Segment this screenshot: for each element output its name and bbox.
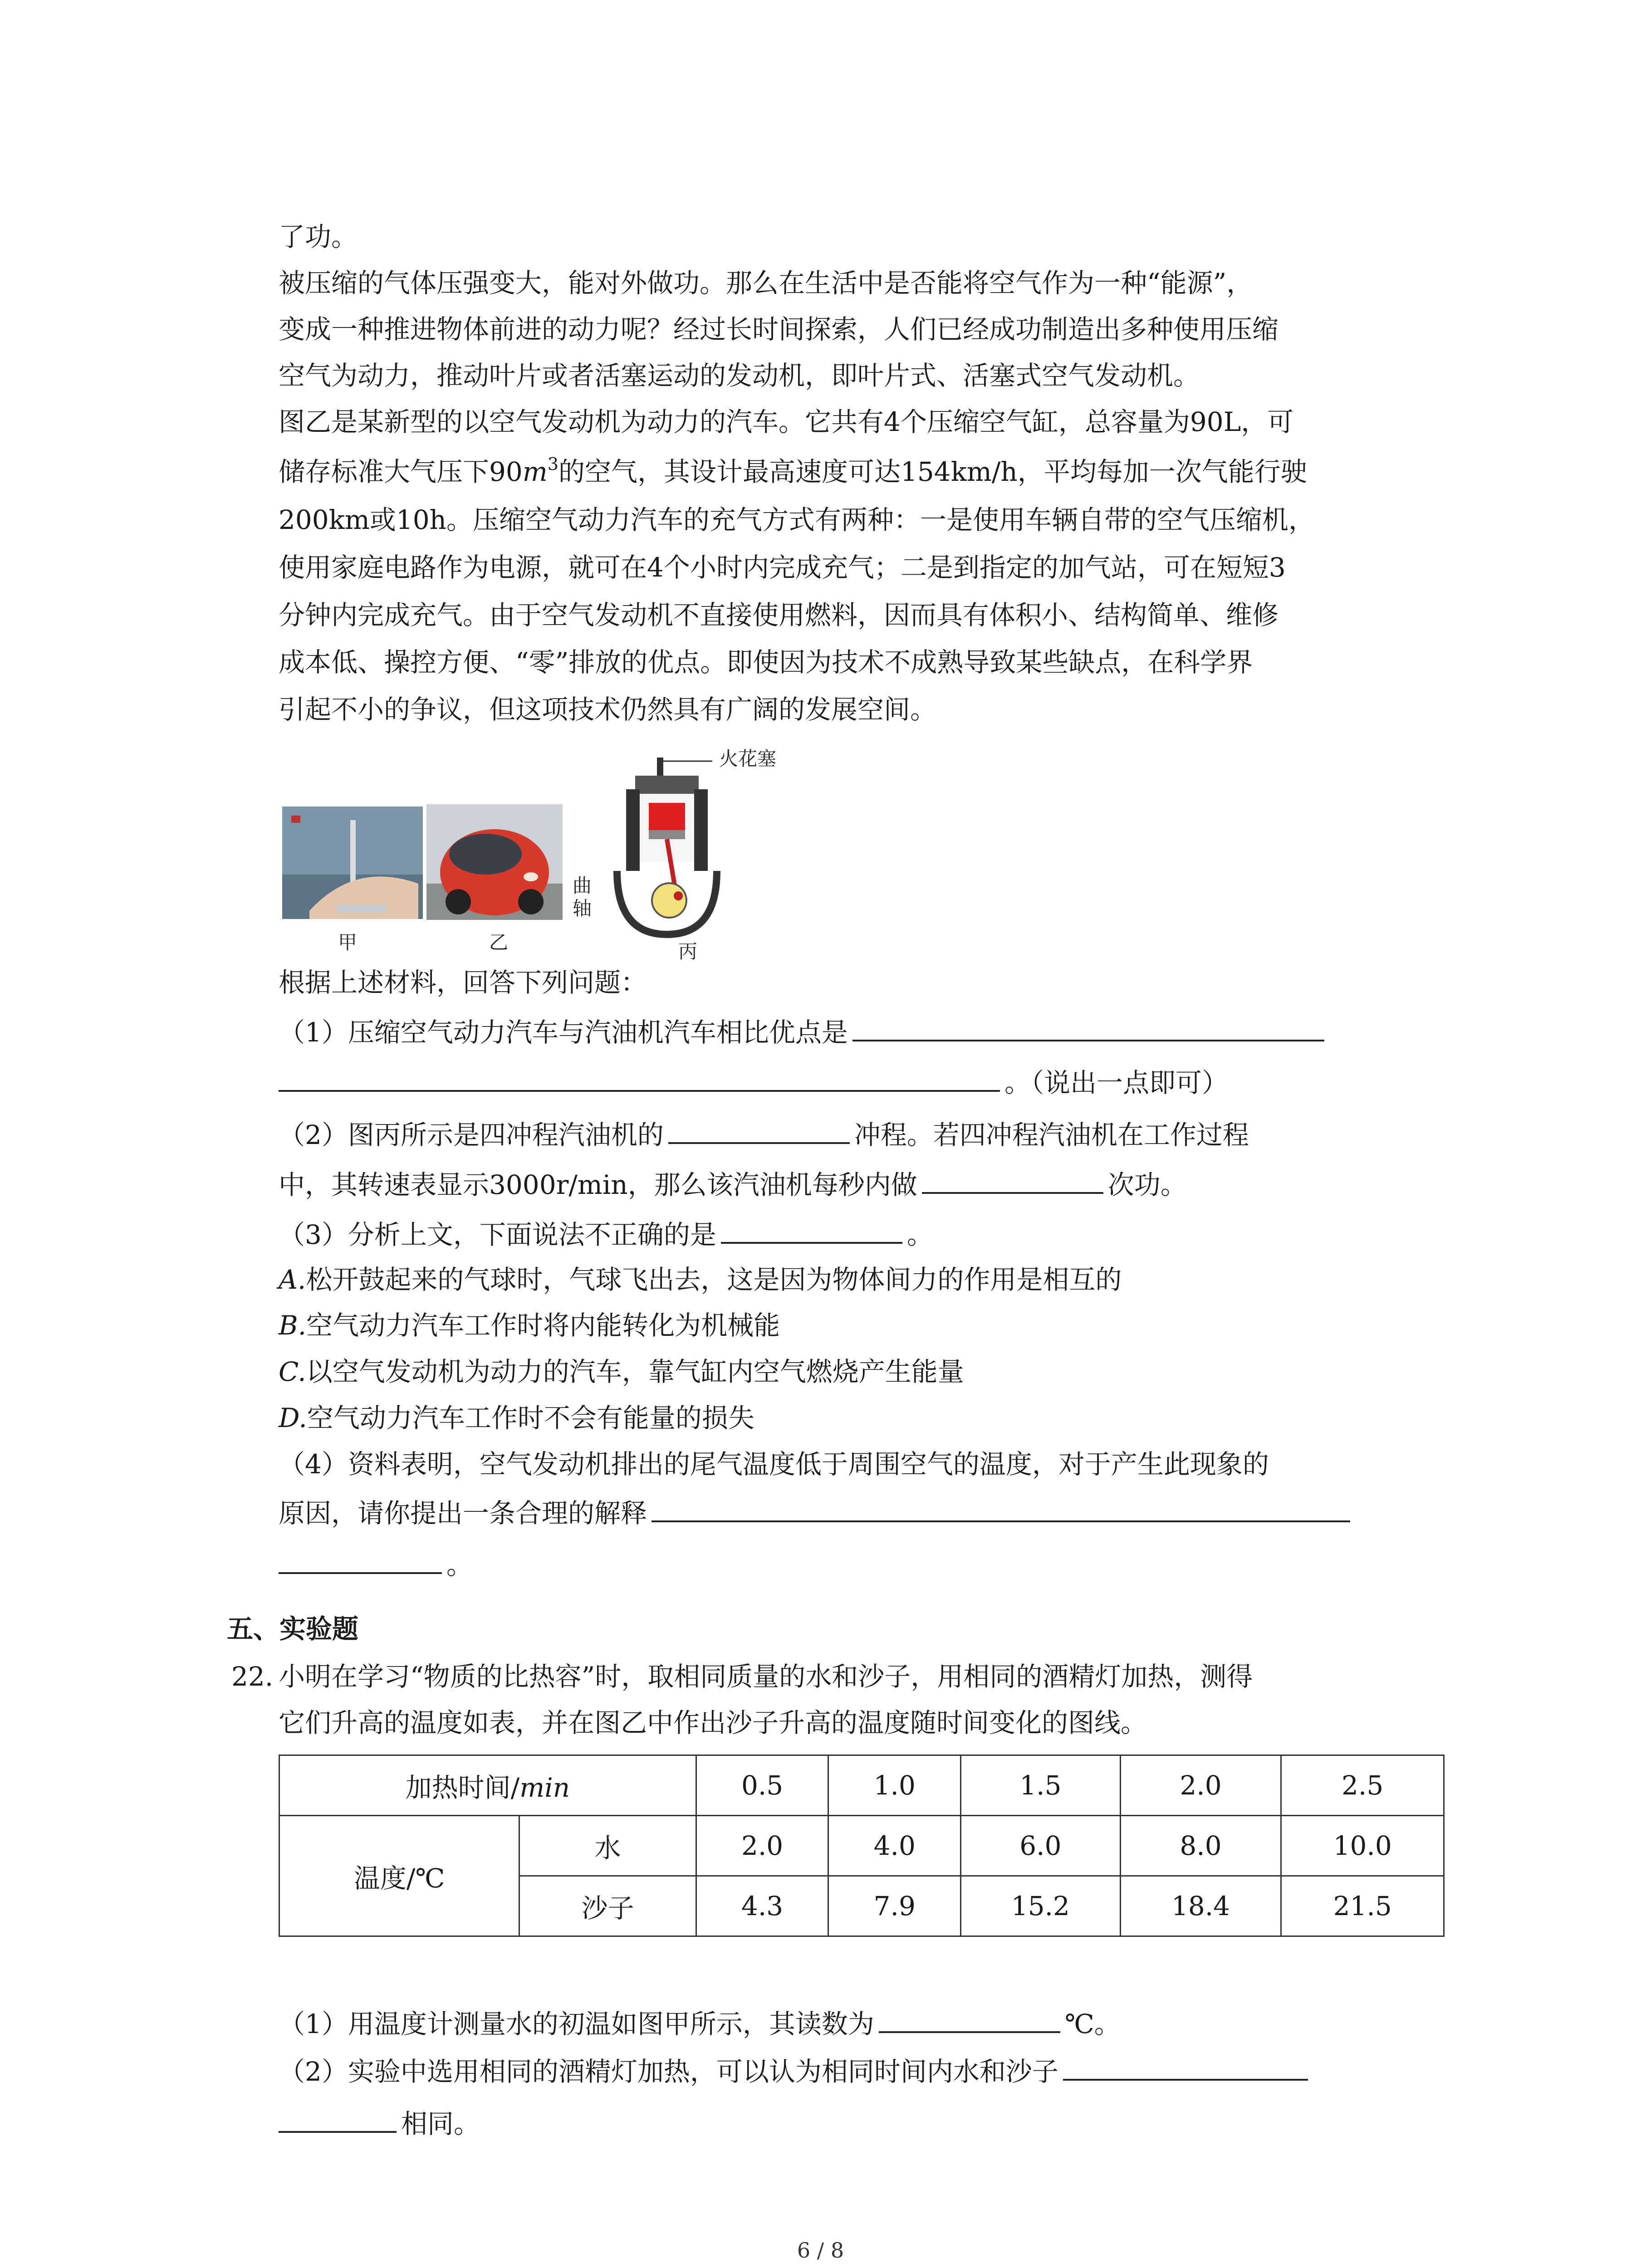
table-cell: 2.0: [696, 1816, 828, 1876]
table-cell: 15.2: [961, 1876, 1121, 1936]
passage-text: 储存标准大气压下90: [279, 456, 523, 487]
unit-text: m: [522, 456, 548, 487]
question-22-text: 小明在学习“物质的比热容”时，取相同质量的水和沙子，用相同的酒精灯加热，测得: [279, 1661, 1253, 1692]
figure-bing-engine: [599, 753, 735, 939]
passage-line: 了功。: [279, 221, 358, 252]
option-letter: A.: [279, 1264, 306, 1295]
spark-plug-label: 火花塞: [719, 748, 777, 770]
question-text: 。: [906, 1219, 933, 1250]
question-text: （2）实验中选用相同的酒精灯加热，可以认为相同时间内水和沙子: [279, 2056, 1058, 2087]
question-3: [279, 1216, 933, 1251]
option-text: 松开鼓起来的气球时，气球飞出去，这是因为物体间力的作用是相互的: [306, 1264, 1122, 1295]
sub-question-1: [279, 2005, 1121, 2041]
option-b: [279, 1309, 780, 1342]
answer-blank[interactable]: [279, 1546, 442, 1574]
question-4: （4）资料表明，空气发动机排出的尾气温度低于周围空气的温度，对于产生此现象的: [279, 1449, 1269, 1480]
table-cell: 21.5: [1281, 1876, 1444, 1936]
table-row-label-water: 水: [519, 1816, 696, 1876]
answer-blank[interactable]: [652, 1494, 1350, 1522]
table-cell: 2.0: [1120, 1755, 1281, 1816]
table-cell: 1.5: [961, 1755, 1121, 1816]
question-text: 。: [446, 1549, 473, 1580]
question-text: 次功。: [1107, 1169, 1187, 1200]
question-22-text: 它们升高的温度如表，并在图乙中作出沙子升高的温度随时间变化的图线。: [279, 1707, 1147, 1738]
answer-blank[interactable]: [279, 1064, 1000, 1092]
superscript: 3: [547, 454, 558, 474]
question-2: [279, 1116, 1249, 1152]
table-cell: 7.9: [828, 1876, 961, 1936]
page-number: 6 / 8: [797, 2238, 844, 2263]
question-text: （1）压缩空气动力汽车与汽油机汽车相比优点是: [279, 1017, 848, 1048]
question-text: 相同。: [401, 2108, 480, 2139]
passage-line: [279, 454, 1307, 489]
question-text: ℃。: [1064, 2009, 1121, 2039]
figure-yi-caption: 乙: [489, 931, 509, 953]
question-text: （1）用温度计测量水的初温如图甲所示，其读数为: [279, 2009, 874, 2039]
question-1-cont: [279, 1064, 1228, 1100]
option-letter: C.: [279, 1356, 306, 1387]
option-letter: D.: [279, 1403, 307, 1433]
passage-line: 引起不小的争议，但这项技术仍然具有广阔的发展空间。: [279, 694, 937, 725]
option-d: [279, 1402, 754, 1435]
passage-line: 图乙是某新型的以空气发动机为动力的汽车。它共有4个压缩空气缸，总容量为90L，可: [279, 406, 1294, 437]
sub-question-2: [279, 2053, 1313, 2088]
question-text: 冲程。若四冲程汽油机在工作过程: [854, 1119, 1249, 1150]
option-text: 空气动力汽车工作时将内能转化为机械能: [306, 1310, 780, 1341]
table-cell: 0.5: [696, 1755, 828, 1816]
option-text: 以空气发动机为动力的汽车，靠气缸内空气燃烧产生能量: [306, 1356, 964, 1387]
figure-jia-photo: [282, 807, 423, 919]
question-text: （2）图丙所示是四冲程汽油机的: [279, 1119, 664, 1150]
table-row-label-sand: 沙子: [519, 1876, 696, 1936]
passage-line: 分钟内完成充气。由于空气发动机不直接使用燃料，因而具有体积小、结构简单、维修: [279, 600, 1279, 631]
table-cell: 4.0: [828, 1816, 961, 1876]
passage-line: 使用家庭电路作为电源，就可在4个小时内完成充气；二是到指定的加气站，可在短短3: [279, 552, 1286, 583]
answer-blank[interactable]: [1063, 2053, 1308, 2081]
passage-text: 的空气，其设计最高速度可达154km/h，平均每加一次气能行驶: [558, 456, 1307, 487]
sub-question-2-cont: [279, 2105, 480, 2141]
passage-line: 被压缩的气体压强变大，能对外做功。那么在生活中是否能将空气作为一种“能源”，: [279, 268, 1253, 298]
answer-blank[interactable]: [879, 2005, 1060, 2033]
question-4-end: [279, 1546, 473, 1582]
table-header-temp: 温度/℃: [279, 1816, 519, 1936]
option-a: [279, 1263, 1122, 1296]
section-title: 五、实验题: [227, 1613, 359, 1644]
question-text: （3）分析上文，下面说法不正确的是: [279, 1219, 716, 1250]
question-text: 。（说出一点即可）: [1004, 1067, 1229, 1098]
passage-line: 空气为动力，推动叶片或者活塞运动的发动机，即叶片式、活塞式空气发动机。: [279, 360, 1200, 391]
answer-blank[interactable]: [279, 2105, 397, 2133]
answer-blank[interactable]: [668, 1116, 850, 1144]
table-cell: 6.0: [961, 1816, 1121, 1876]
table-cell: 1.0: [828, 1755, 961, 1816]
question-number: 22.: [231, 1661, 274, 1692]
figure-yi-photo: [426, 804, 563, 920]
table-cell: 18.4: [1120, 1876, 1281, 1936]
table-cell: 4.3: [696, 1876, 828, 1936]
question-2-cont: [279, 1166, 1187, 1202]
table-cell: 2.5: [1281, 1755, 1444, 1816]
crankshaft-label-2: 轴: [573, 897, 592, 919]
questions-intro: 根据上述材料，回答下列问题：: [279, 967, 647, 998]
passage-line: 200km或10h。压缩空气动力汽车的充气方式有两种：一是使用车辆自带的空气压缩机，: [279, 504, 1315, 535]
question-4-cont: [279, 1494, 1355, 1530]
option-c: [279, 1355, 964, 1388]
passage-line: 变成一种推进物体前进的动力呢？经过长时间探索，人们已经成功制造出多种使用压缩: [279, 314, 1279, 345]
crankshaft-label-1: 曲: [573, 875, 592, 897]
data-table: [279, 1755, 1445, 1937]
option-letter: B.: [279, 1310, 307, 1341]
passage-line: 成本低、操控方便、“零”排放的优点。即使因为技术不成熟导致某些缺点，在科学界: [279, 647, 1253, 678]
answer-blank[interactable]: [852, 1013, 1324, 1041]
table-cell: 8.0: [1120, 1816, 1281, 1876]
table-row: [279, 1755, 1444, 1816]
question-text: 中，其转速表显示3000r/min，那么该汽油机每秒内做: [279, 1169, 917, 1200]
table-header-time: 加热时间/min: [279, 1755, 696, 1816]
table-cell: 10.0: [1281, 1816, 1444, 1876]
answer-blank[interactable]: [922, 1166, 1103, 1194]
answer-blank[interactable]: [721, 1216, 902, 1244]
table-row: [279, 1816, 1444, 1876]
figure-jia-caption: 甲: [338, 931, 358, 953]
option-text: 空气动力汽车工作时不会有能量的损失: [307, 1403, 754, 1433]
question-1: [279, 1013, 1329, 1049]
question-text: 原因，请你提出一条合理的解释: [279, 1498, 647, 1529]
figure-bing-caption: 丙: [678, 940, 698, 963]
